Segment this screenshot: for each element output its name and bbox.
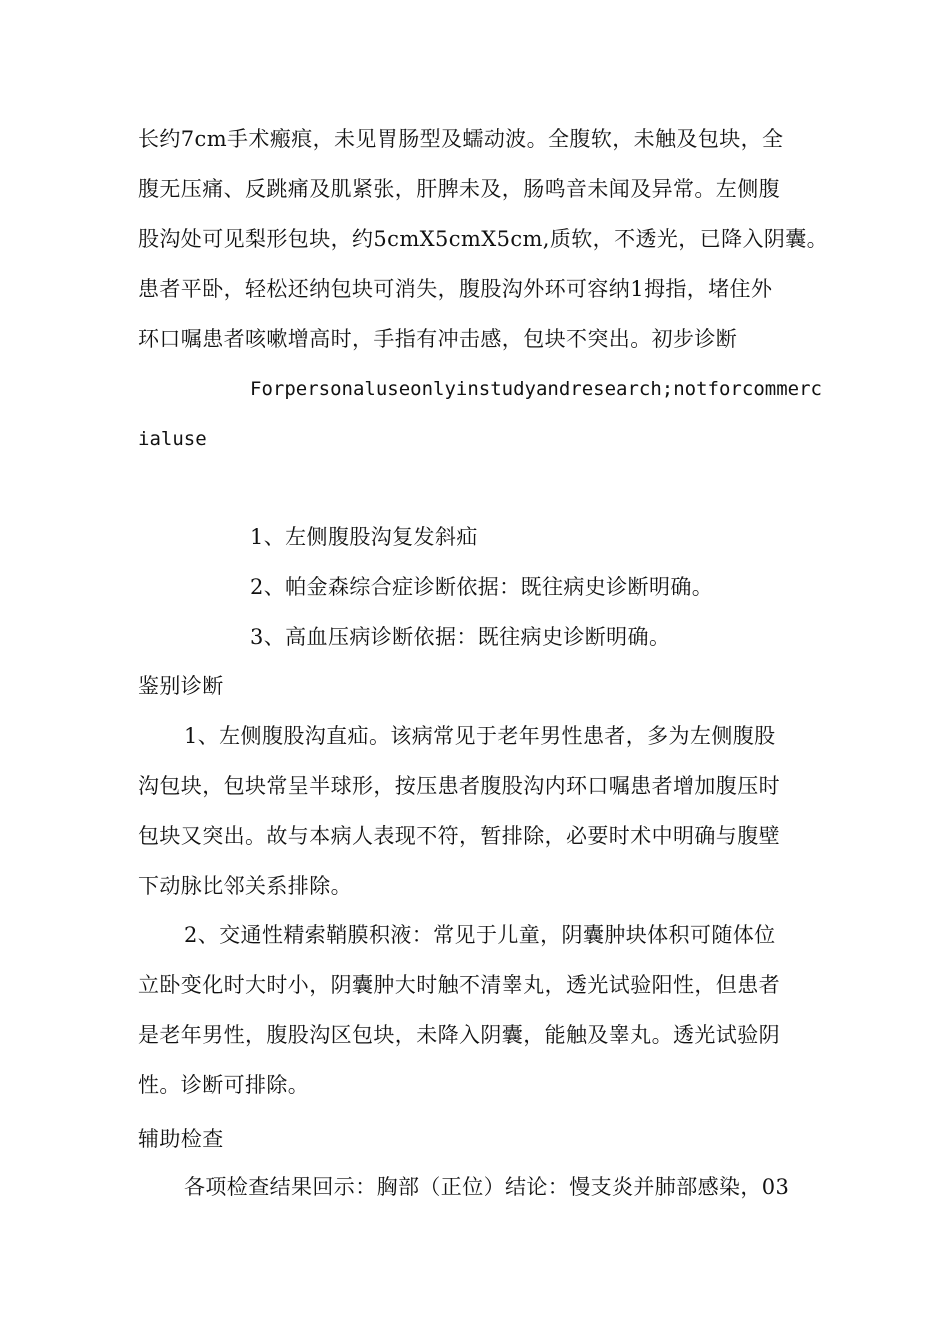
differential-1-line-2: 沟包块，包块常呈半球形，按压患者腹股沟内环口嘱患者增加腹压时 — [138, 774, 780, 798]
auxiliary-results-line-1: 各项检查结果回示：胸部（正位）结论：慢支炎并肺部感染，03 — [184, 1175, 790, 1199]
diagnosis-item-2: 2、帕金森综合症诊断依据：既往病史诊断明确。 — [250, 575, 714, 599]
section-heading-differential: 鉴别诊断 — [138, 674, 224, 698]
exam-text-line-3: 股沟处可见梨形包块，约5cmX5cmX5cm,质软，不透光，已降入阴囊。 — [138, 227, 829, 251]
differential-2-line-2: 立卧变化时大时小，阴囊肿大时触不清睾丸，透光试验阳性，但患者 — [138, 973, 780, 997]
differential-2-line-1: 2、交通性精索鞘膜积液：常见于儿童，阴囊肿块体积可随体位 — [184, 923, 776, 947]
exam-text-line-1: 长约7cm手术瘢痕，未见胃肠型及蠕动波。全腹软，未触及包块，全 — [138, 127, 784, 151]
diagnosis-item-3: 3、高血压病诊断依据：既往病史诊断明确。 — [250, 625, 671, 649]
differential-1-line-1: 1、左侧腹股沟直疝。该病常见于老年男性患者，多为左侧腹股 — [184, 724, 776, 748]
differential-1-line-4: 下动脉比邻关系排除。 — [138, 874, 352, 898]
exam-text-line-5: 环口嘱患者咳嗽增高时，手指有冲击感，包块不突出。初步诊断 — [138, 327, 738, 351]
diagnosis-item-1: 1、左侧腹股沟复发斜疝 — [250, 525, 478, 549]
watermark-notice-line-2: ialuse — [138, 428, 207, 450]
exam-text-line-2: 腹无压痛、反跳痛及肌紧张，肝脾未及，肠鸣音未闻及异常。左侧腹 — [138, 177, 780, 201]
watermark-notice-line-1: Forpersonaluseonlyinstudyandresearch;notforcommerc — [250, 378, 822, 400]
differential-1-line-3: 包块又突出。故与本病人表现不符，暂排除，必要时术中明确与腹壁 — [138, 824, 780, 848]
exam-text-line-4: 患者平卧，轻松还纳包块可消失，腹股沟外环可容纳1拇指，堵住外 — [138, 277, 773, 301]
differential-2-line-3: 是老年男性，腹股沟区包块，未降入阴囊，能触及睾丸。透光试验阴 — [138, 1023, 780, 1047]
section-heading-auxiliary: 辅助检查 — [138, 1127, 224, 1151]
differential-2-line-4: 性。诊断可排除。 — [138, 1073, 310, 1097]
